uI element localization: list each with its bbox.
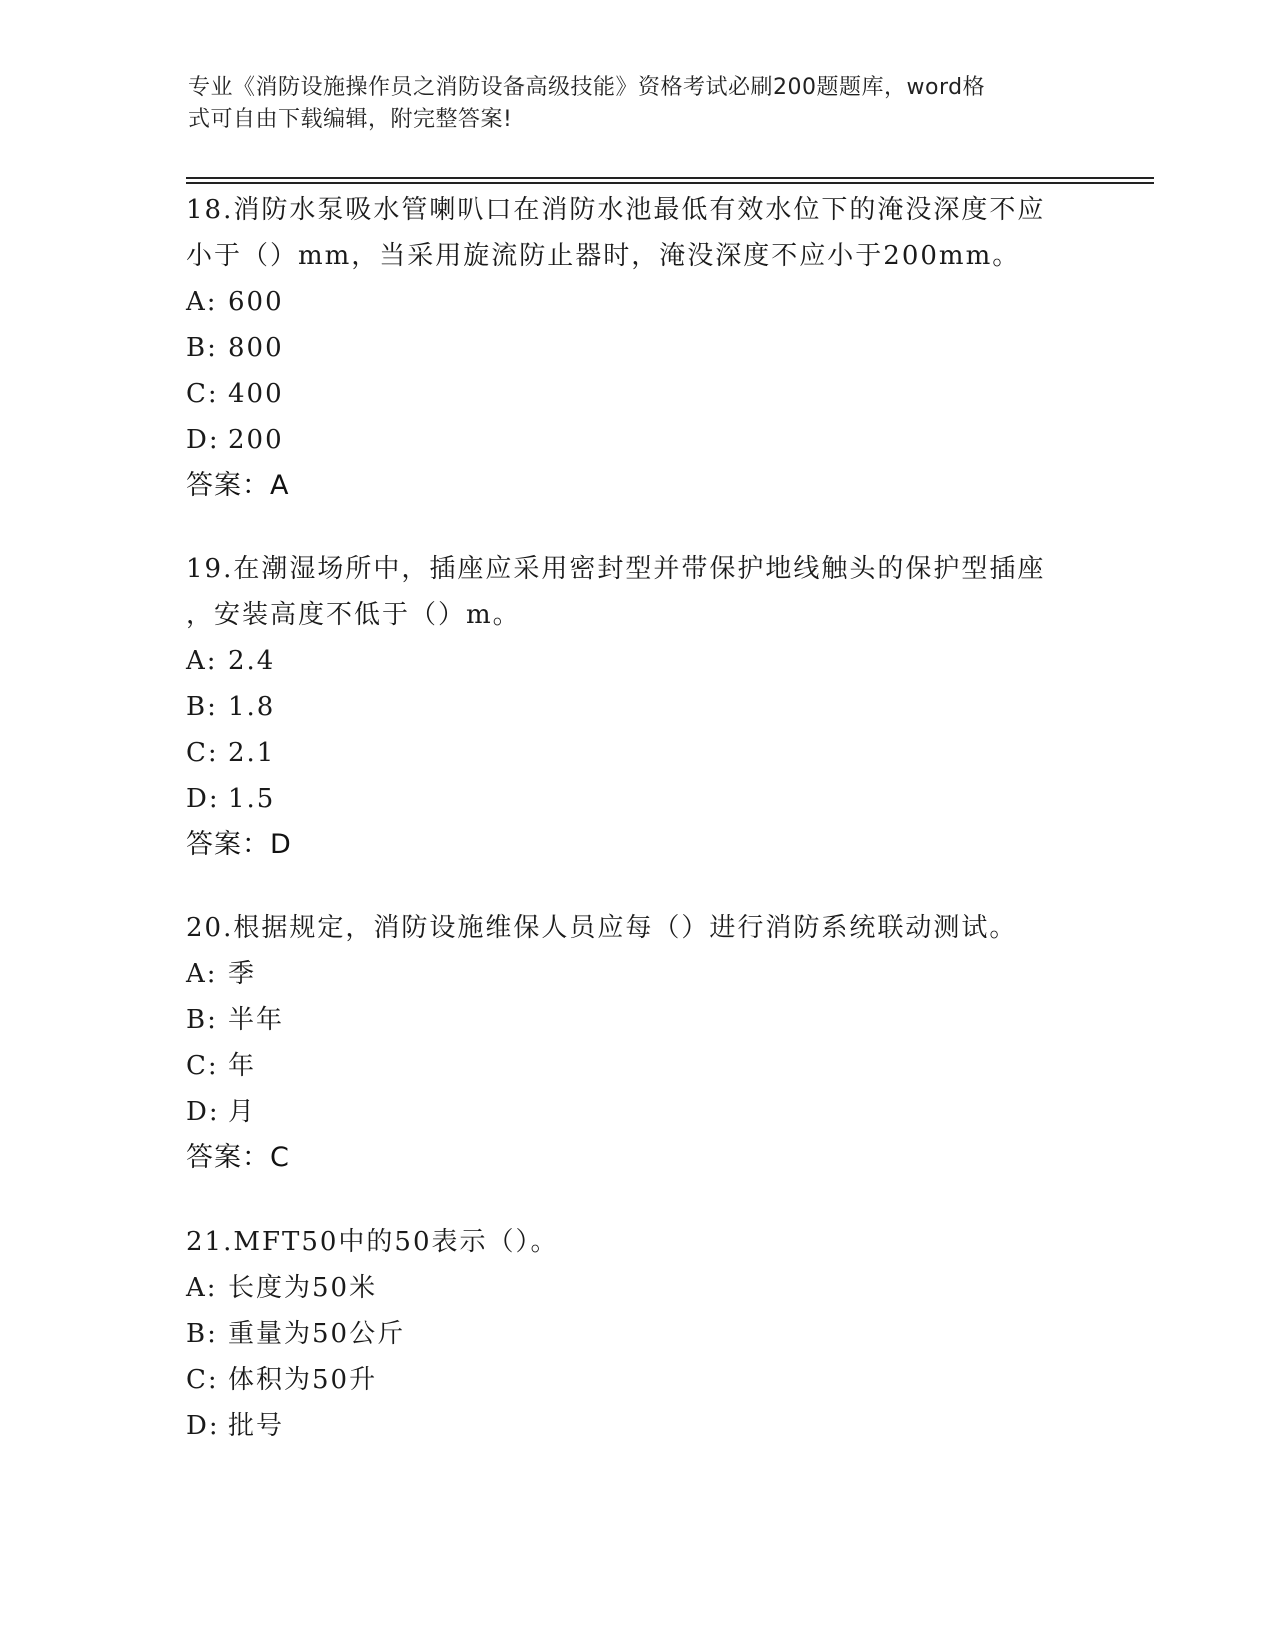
option-text: 1.8 bbox=[228, 692, 276, 722]
option-c bbox=[186, 1043, 1086, 1089]
option-key: C: bbox=[186, 1365, 219, 1395]
option-c bbox=[186, 730, 1086, 776]
header-rule-bottom bbox=[186, 182, 1154, 184]
header-rule-top bbox=[186, 177, 1154, 179]
answer-line: 答案：A bbox=[186, 470, 290, 501]
option-text: 1.5 bbox=[228, 784, 276, 814]
option-c bbox=[186, 371, 1086, 417]
option-text: 2.1 bbox=[228, 738, 276, 768]
option-d bbox=[186, 417, 1086, 463]
option-b bbox=[186, 997, 1086, 1043]
question-19 bbox=[186, 546, 1086, 868]
answer-line: 答案：D bbox=[186, 829, 292, 860]
option-text: 批号 bbox=[228, 1411, 285, 1441]
option-key: A: bbox=[186, 287, 218, 317]
option-text: 年 bbox=[228, 1051, 257, 1081]
question-stem-line-1: 20.根据规定，消防设施维保人员应每（）进行消防系统联动测试。 bbox=[186, 913, 1018, 943]
option-key: B: bbox=[186, 692, 218, 722]
option-b bbox=[186, 325, 1086, 371]
question-18 bbox=[186, 187, 1086, 509]
option-text: 季 bbox=[228, 959, 257, 989]
option-d bbox=[186, 776, 1086, 822]
option-text: 体积为50升 bbox=[228, 1365, 378, 1395]
option-text: 600 bbox=[228, 287, 284, 317]
question-21 bbox=[186, 1219, 1086, 1449]
option-text: 重量为50公斤 bbox=[228, 1319, 406, 1349]
header-line-1: 专业《消防设施操作员之消防设备高级技能》资格考试必刷200题题库，word格 bbox=[188, 75, 986, 100]
option-a bbox=[186, 279, 1086, 325]
option-key: D: bbox=[186, 1097, 220, 1127]
document-header bbox=[188, 72, 1068, 136]
header-line-2: 式可自由下载编辑，附完整答案! bbox=[188, 107, 513, 132]
option-a bbox=[186, 951, 1086, 997]
option-key: A: bbox=[186, 1273, 218, 1303]
question-20 bbox=[186, 905, 1086, 1181]
question-stem-line-2: ，安装高度不低于（）m。 bbox=[186, 600, 521, 630]
option-key: B: bbox=[186, 1005, 218, 1035]
option-key: D: bbox=[186, 1411, 220, 1441]
option-key: D: bbox=[186, 425, 220, 455]
option-text: 半年 bbox=[228, 1005, 285, 1035]
option-key: B: bbox=[186, 333, 218, 363]
option-c bbox=[186, 1357, 1086, 1403]
question-stem-line-2: 小于（）mm，当采用旋流防止器时，淹没深度不应小于200mm。 bbox=[186, 241, 1021, 271]
option-text: 800 bbox=[228, 333, 284, 363]
option-text: 200 bbox=[228, 425, 284, 455]
option-a bbox=[186, 638, 1086, 684]
question-stem-line-1: 19.在潮湿场所中，插座应采用密封型并带保护地线触头的保护型插座 bbox=[186, 554, 1046, 584]
option-b bbox=[186, 684, 1086, 730]
option-text: 长度为50米 bbox=[228, 1273, 378, 1303]
option-text: 月 bbox=[228, 1097, 257, 1127]
option-d bbox=[186, 1403, 1086, 1449]
option-text: 2.4 bbox=[228, 646, 276, 676]
option-key: A: bbox=[186, 646, 218, 676]
question-stem-line-1: 21.MFT50中的50表示（）。 bbox=[186, 1227, 559, 1257]
answer-line: 答案：C bbox=[186, 1142, 290, 1173]
option-text: 400 bbox=[228, 379, 284, 409]
option-key: C: bbox=[186, 738, 219, 768]
question-stem-line-1: 18.消防水泵吸水管喇叭口在消防水池最低有效水位下的淹没深度不应 bbox=[186, 195, 1046, 225]
option-key: C: bbox=[186, 379, 219, 409]
option-d bbox=[186, 1089, 1086, 1135]
option-a bbox=[186, 1265, 1086, 1311]
option-key: A: bbox=[186, 959, 218, 989]
option-b bbox=[186, 1311, 1086, 1357]
option-key: C: bbox=[186, 1051, 219, 1081]
option-key: D: bbox=[186, 784, 220, 814]
option-key: B: bbox=[186, 1319, 218, 1349]
